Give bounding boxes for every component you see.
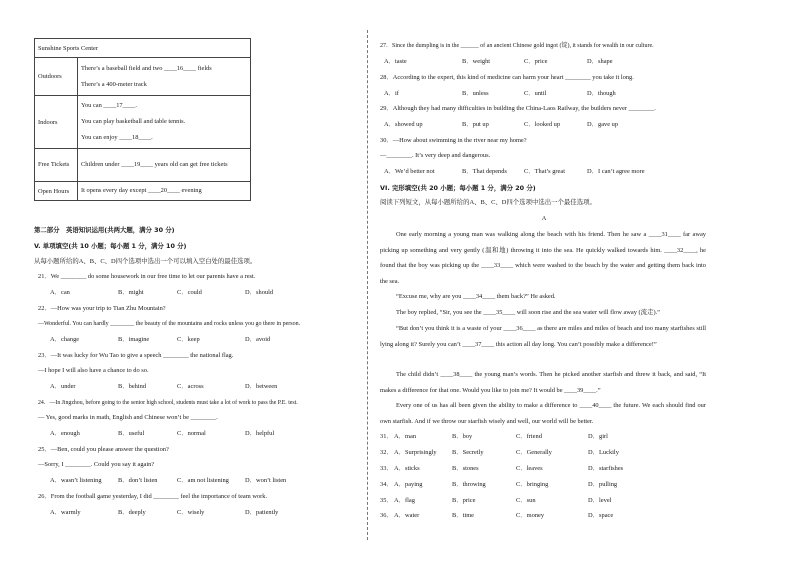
option: C．until	[524, 90, 547, 97]
option: A．sticks	[394, 465, 420, 472]
passage-paragraph: One early morning a young man was walking along the beach with his friend. Then he saw a ____31____ far away picking up something and very gently (温和地) throwing it into the sea. He quickly walked towards him. ____32____, he found that the boy was picking up the ____33____ which were washed to the beach by the water and getting them back into the sea.	[380, 231, 706, 285]
table-row-content	[78, 96, 251, 149]
cloze-number: 31．	[380, 433, 393, 440]
option: D．I can’t agree more	[587, 168, 645, 175]
cloze-number: 34．	[380, 481, 393, 488]
question-stem: 22．—How was your trip to Tian Zhu Mountain?	[38, 305, 166, 312]
question-stem: —________. It’s very deep and dangerous.	[380, 152, 491, 159]
option: C．money	[516, 512, 545, 519]
option: B．throwing	[452, 481, 486, 488]
passage-letter: A	[541, 215, 547, 222]
option: B．weight	[462, 58, 491, 65]
question-stem: 30．—How about swimming in the river near my home?	[380, 137, 527, 144]
table-line: You can ____17____.	[81, 102, 137, 109]
option: A．man	[394, 433, 417, 440]
cloze-number: 32．	[380, 449, 393, 456]
cloze-number: 35．	[380, 497, 393, 504]
option: C．sun	[516, 497, 536, 504]
passage-paragraph: “But don’t you think it is a waste of your ____36____ as there are miles and miles of beach and too many starfishes still lying along it? Surely you can’t ____37____ this action all day long. You can’t possibly make a difference!”	[380, 325, 706, 348]
question-stem: — Yes, good marks in math, English and Chinese won’t be ________.	[38, 414, 218, 421]
option: B．That depends	[462, 168, 507, 175]
question-stem: —Sorry, I ________. Could you say it again?	[38, 461, 155, 468]
cloze-number: 33．	[380, 465, 393, 472]
option: B．stones	[452, 465, 479, 472]
option: A．taste	[384, 58, 407, 65]
table-row-label: Indoors	[35, 96, 78, 149]
option: C．am not listening	[177, 477, 229, 484]
question-stem: 25．—Ben, could you please answer the question?	[38, 446, 169, 453]
option: B．behind	[118, 383, 147, 390]
option: C．friend	[516, 433, 542, 440]
option: A．wasn’t listening	[50, 477, 102, 484]
option: A．enough	[50, 430, 80, 437]
option: B．unless	[462, 90, 489, 97]
option: D．patiently	[245, 509, 279, 516]
option: A．showed up	[384, 121, 423, 128]
option: B．time	[452, 512, 475, 519]
column-divider	[367, 30, 368, 540]
option: B．put up	[462, 121, 489, 128]
table-row-content	[78, 182, 251, 201]
option: B．deeply	[118, 509, 146, 516]
sports-center-table	[34, 38, 251, 201]
option: D．Luckily	[588, 449, 619, 456]
option: D．should	[245, 289, 274, 296]
option: D．shape	[587, 58, 613, 65]
option: C．wisely	[177, 509, 205, 516]
option: D．gave up	[587, 121, 619, 128]
question-stem: —Wonderful. You can hardly ________ the beauty of the mountains and rocks unless you go there in person.	[38, 321, 301, 327]
option: B．boy	[452, 433, 473, 440]
option: D．girl	[588, 433, 608, 440]
passage-paragraph: The child didn’t ____38____ the young man’s words. Then he picked another starfish and threw it back, and said, “It makes a difference for that one. Would you like to join me? It would be ____39____.”	[380, 371, 706, 394]
section6-title: VI. 完形填空(共 20 小题；每小题 1 分，满分 20 分)	[380, 184, 536, 192]
option: B．price	[452, 497, 476, 504]
question-stem: 23．—It was lucky for Wu Tao to give a speech ________ the national flag.	[38, 352, 234, 359]
option: B．imagine	[118, 336, 150, 343]
option: C．across	[177, 383, 204, 390]
option: C．price	[524, 58, 548, 65]
table-title: Sunshine Sports Center	[35, 39, 251, 58]
option: C．leaves	[516, 465, 543, 472]
question-stem: 26．From the football game yesterday, I did ________ feel the importance of team work.	[38, 493, 268, 500]
option: C．looked up	[524, 121, 561, 128]
table-line: It opens every day except ____20____ evening	[81, 187, 202, 194]
option: C．keep	[177, 336, 200, 343]
option: D．avoid	[245, 336, 271, 343]
table-row-content	[78, 58, 251, 96]
option: D．though	[587, 90, 616, 97]
cloze-number: 36．	[380, 512, 393, 519]
option: A．Surprisingly	[394, 449, 437, 456]
table-line: You can enjoy ____18____.	[81, 134, 153, 141]
option: D．starfishes	[588, 465, 624, 472]
question-stem: —I hope I will also have a chance to do so.	[38, 367, 149, 374]
option: D．level	[588, 497, 612, 504]
option: B．Secretly	[452, 449, 484, 456]
question-stem: 28．According to the expert, this kind of medicine can harm your heart ________ you take it long.	[380, 74, 634, 81]
option: B．useful	[118, 430, 145, 437]
option: C．Generally	[516, 449, 552, 456]
option: C．bringing	[516, 481, 549, 488]
option: A．under	[50, 383, 76, 390]
option: D．pulling	[588, 481, 618, 488]
table-row-content	[78, 149, 251, 182]
passage-paragraph: “Excuse me, why are you ____34____ them back?” He asked.	[396, 293, 556, 300]
table-line: You can play basketball and table tennis.	[81, 118, 186, 125]
section5-instructions: 从每小题所给的A、B、C、D四个选项中选出一个可以填入空白处的最佳选项。	[34, 258, 257, 265]
table-row-label: Open Hours	[35, 182, 78, 201]
option: A．paying	[394, 481, 423, 488]
table-line: There’s a 400-meter track	[81, 80, 147, 88]
option: D．space	[588, 512, 614, 519]
option: B．might	[118, 289, 144, 296]
option: A．warmly	[50, 509, 81, 516]
option: A．We’d better not	[384, 168, 435, 175]
option: A．change	[50, 336, 80, 343]
question-stem: 21．We ________ do some housework in our free time to let our parents have a rest.	[38, 273, 256, 280]
question-stem: 24．—In Jingzhou, before going to the senior high school, students must take a lot of work to pass the P.E. test.	[38, 400, 298, 406]
part2-title: 第二部分 英语知识运用(共两大题，满分 30 分)	[34, 226, 175, 234]
option: A．if	[384, 90, 399, 97]
table-line: There’s a baseball field and two ____16____ fields	[81, 64, 212, 72]
option: D．won’t listen	[245, 477, 287, 484]
option: D．helpful	[245, 430, 275, 437]
section5-title: V. 单项填空(共 10 小题；每小题 1 分，满分 10 分)	[34, 242, 187, 250]
option: D．between	[245, 383, 278, 390]
table-row-label: Outdoors	[35, 58, 78, 96]
option: A．water	[394, 512, 420, 519]
table-line: Children under ____19____ years old can get free tickets	[81, 161, 228, 168]
option: B．don’t listen	[118, 477, 158, 484]
option: C．That’s great	[524, 168, 565, 175]
table-row-label: Free Tickets	[35, 149, 78, 182]
option: A．flag	[394, 497, 415, 504]
section6-instructions: 阅读下列短文，从每小题所给的A、B、C、D四个选项中选出一个最佳选项。	[380, 199, 596, 206]
option: A．can	[50, 289, 70, 296]
question-stem: 27．Since the dumpling is in the ______ of an ancient Chinese gold ingot (锭), it stands for wealth in our culture.	[380, 43, 654, 49]
option: C．could	[177, 289, 202, 296]
passage-paragraph: Every one of us has all been given the ability to make a difference to ____40____ the future. We each should find our own starfish. And if we throw our starfish wisely and well, our world will be better.	[380, 402, 706, 425]
passage-paragraph: The boy replied, “Sir, you see the ____35____ will soon rise and the sea water will flow away (流走).”	[396, 309, 661, 316]
question-stem: 29．Although they had many difficulties in building the China-Laos Railway, the builders never ________.	[380, 105, 656, 112]
option: C．normal	[177, 430, 206, 437]
